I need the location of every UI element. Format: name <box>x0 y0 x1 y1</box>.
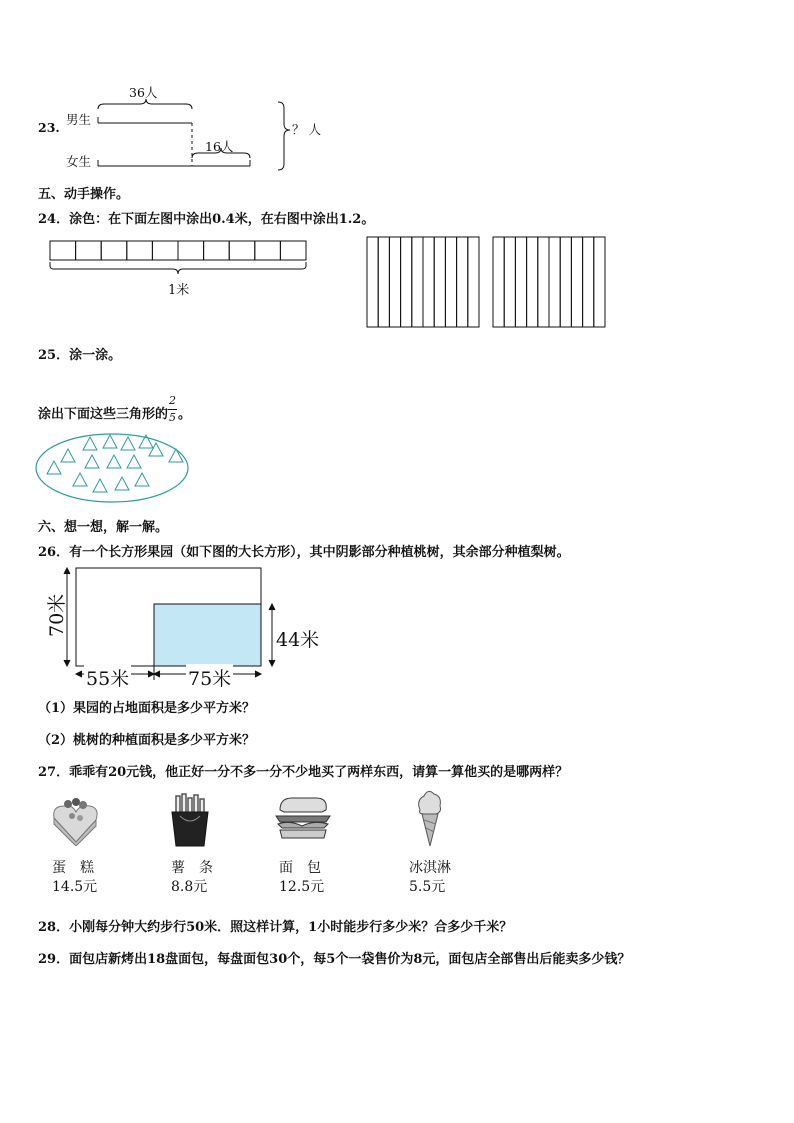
triangle[interactable] <box>127 455 141 468</box>
cake-name: 蛋 糕 <box>52 860 94 876</box>
strip-cell[interactable] <box>76 241 102 260</box>
fries-icon[interactable] <box>166 792 216 848</box>
girls-label: 女生 <box>66 154 92 169</box>
triangle[interactable] <box>73 473 87 486</box>
strip-cell[interactable] <box>280 241 306 260</box>
height-label: 70米 <box>46 593 68 637</box>
icecream-icon[interactable] <box>412 788 448 850</box>
total-label: ？ 人 <box>292 122 321 137</box>
sandwich-icon[interactable] <box>272 794 334 842</box>
q26-text: 26．有一个长方形果园（如下图的大长方形），其中阴影部分种植桃树，其余部分种植梨树。 <box>38 545 570 560</box>
panel-column[interactable] <box>594 237 605 327</box>
strip-cell[interactable] <box>229 241 255 260</box>
sandwich-price: 12.5元 <box>279 879 325 895</box>
panel-column[interactable] <box>571 237 582 327</box>
left-width-label: 55米 <box>84 664 131 691</box>
triangle[interactable] <box>135 473 149 486</box>
boys-brace <box>98 99 192 109</box>
q28-text: 28．小刚每分钟大约步行50米．照这样计算，1小时能步行多少米？合多少千米？ <box>38 920 513 935</box>
icecream-price: 5.5元 <box>409 879 446 895</box>
q24-strip-brace <box>50 262 306 274</box>
panel-column[interactable] <box>412 237 423 327</box>
strip-cell[interactable] <box>101 241 127 260</box>
right-width-label: 75米 <box>186 664 233 691</box>
q24-strip[interactable] <box>40 235 315 275</box>
strip-cell[interactable] <box>152 241 178 260</box>
section-5-title: 五、动手操作。 <box>38 187 130 202</box>
strip-cell[interactable] <box>127 241 153 260</box>
q24-length-label: 1米 <box>168 283 190 298</box>
panel-column[interactable] <box>515 237 526 327</box>
panel-column[interactable] <box>538 237 549 327</box>
fries-name: 薯 条 <box>171 860 213 876</box>
panel-column[interactable] <box>504 237 515 327</box>
sandwich-name: 面 包 <box>279 860 321 876</box>
panel-column[interactable] <box>560 237 571 327</box>
triangle[interactable] <box>93 479 107 492</box>
peach-shaded-rect <box>154 604 261 666</box>
triangle[interactable] <box>103 435 117 448</box>
q25-instruction-prefix: 涂出下面这些三角形的 <box>38 407 169 422</box>
triangle[interactable] <box>47 461 61 474</box>
inner-height-label: 44米 <box>276 629 320 651</box>
panel-column[interactable] <box>445 237 456 327</box>
panel-column[interactable] <box>549 237 560 327</box>
q29-text: 29．面包店新烤出18盘面包，每盘面包30个，每5个一袋售价为8元，面包店全部售出后能卖多少钱？ <box>38 952 631 967</box>
girls-extra-brace <box>192 148 250 158</box>
triangle[interactable] <box>83 437 97 450</box>
boys-label: 男生 <box>66 112 92 127</box>
total-brace <box>278 102 290 170</box>
panel-column[interactable] <box>527 237 538 327</box>
triangle[interactable] <box>121 437 135 450</box>
triangle[interactable] <box>61 449 75 462</box>
strip-cell[interactable] <box>255 241 281 260</box>
strip-cell[interactable] <box>204 241 230 260</box>
triangle[interactable] <box>107 455 121 468</box>
fraction-numerator: 2 <box>169 394 177 407</box>
triangle[interactable] <box>169 449 183 462</box>
girls-extra: 16人 <box>205 139 234 154</box>
boys-count: 36人 <box>129 85 158 100</box>
q23-number: 23. <box>38 120 60 135</box>
triangle[interactable] <box>85 455 99 468</box>
strip-cell[interactable] <box>50 241 76 260</box>
panel-column[interactable] <box>457 237 468 327</box>
q25-title: 25．涂一涂。 <box>38 348 122 363</box>
q27-text: 27．乖乖有20元钱，他正好一分不多一分不少地买了两样东西，请算一算他买的是哪两样？ <box>38 765 569 780</box>
q26-sub2: （2）桃树的种植面积是多少平方米？ <box>38 733 256 748</box>
panel-column[interactable] <box>378 237 389 327</box>
panel-column[interactable] <box>583 237 594 327</box>
panel-column[interactable] <box>423 237 434 327</box>
panel-column[interactable] <box>389 237 400 327</box>
cake-price: 14.5元 <box>52 879 98 895</box>
panel-column[interactable] <box>434 237 445 327</box>
fries-price: 8.8元 <box>171 879 208 895</box>
q25-triangles-oval[interactable] <box>30 428 200 510</box>
q26-sub1: （1）果园的占地面积是多少平方米？ <box>38 701 256 716</box>
q24-left-panel[interactable] <box>366 236 480 328</box>
q23-diagram <box>0 0 794 180</box>
panel-column[interactable] <box>401 237 412 327</box>
fraction-denominator: 5 <box>169 411 177 424</box>
panel-column[interactable] <box>493 237 504 327</box>
q24-text: 24．涂色：在下面左图中涂出0.4米，在右图中涂出1.2。 <box>38 212 375 227</box>
section-6-title: 六、想一想，解一解。 <box>38 520 169 535</box>
panel-column[interactable] <box>468 237 479 327</box>
cake-icon[interactable] <box>46 796 106 846</box>
strip-cell[interactable] <box>178 241 204 260</box>
q25-instruction-suffix: 。 <box>178 407 192 422</box>
triangle[interactable] <box>115 477 129 490</box>
icecream-name: 冰淇淋 <box>409 860 451 876</box>
panel-column[interactable] <box>367 237 378 327</box>
q25-instruction <box>38 394 192 424</box>
q24-right-panel[interactable] <box>492 236 606 328</box>
